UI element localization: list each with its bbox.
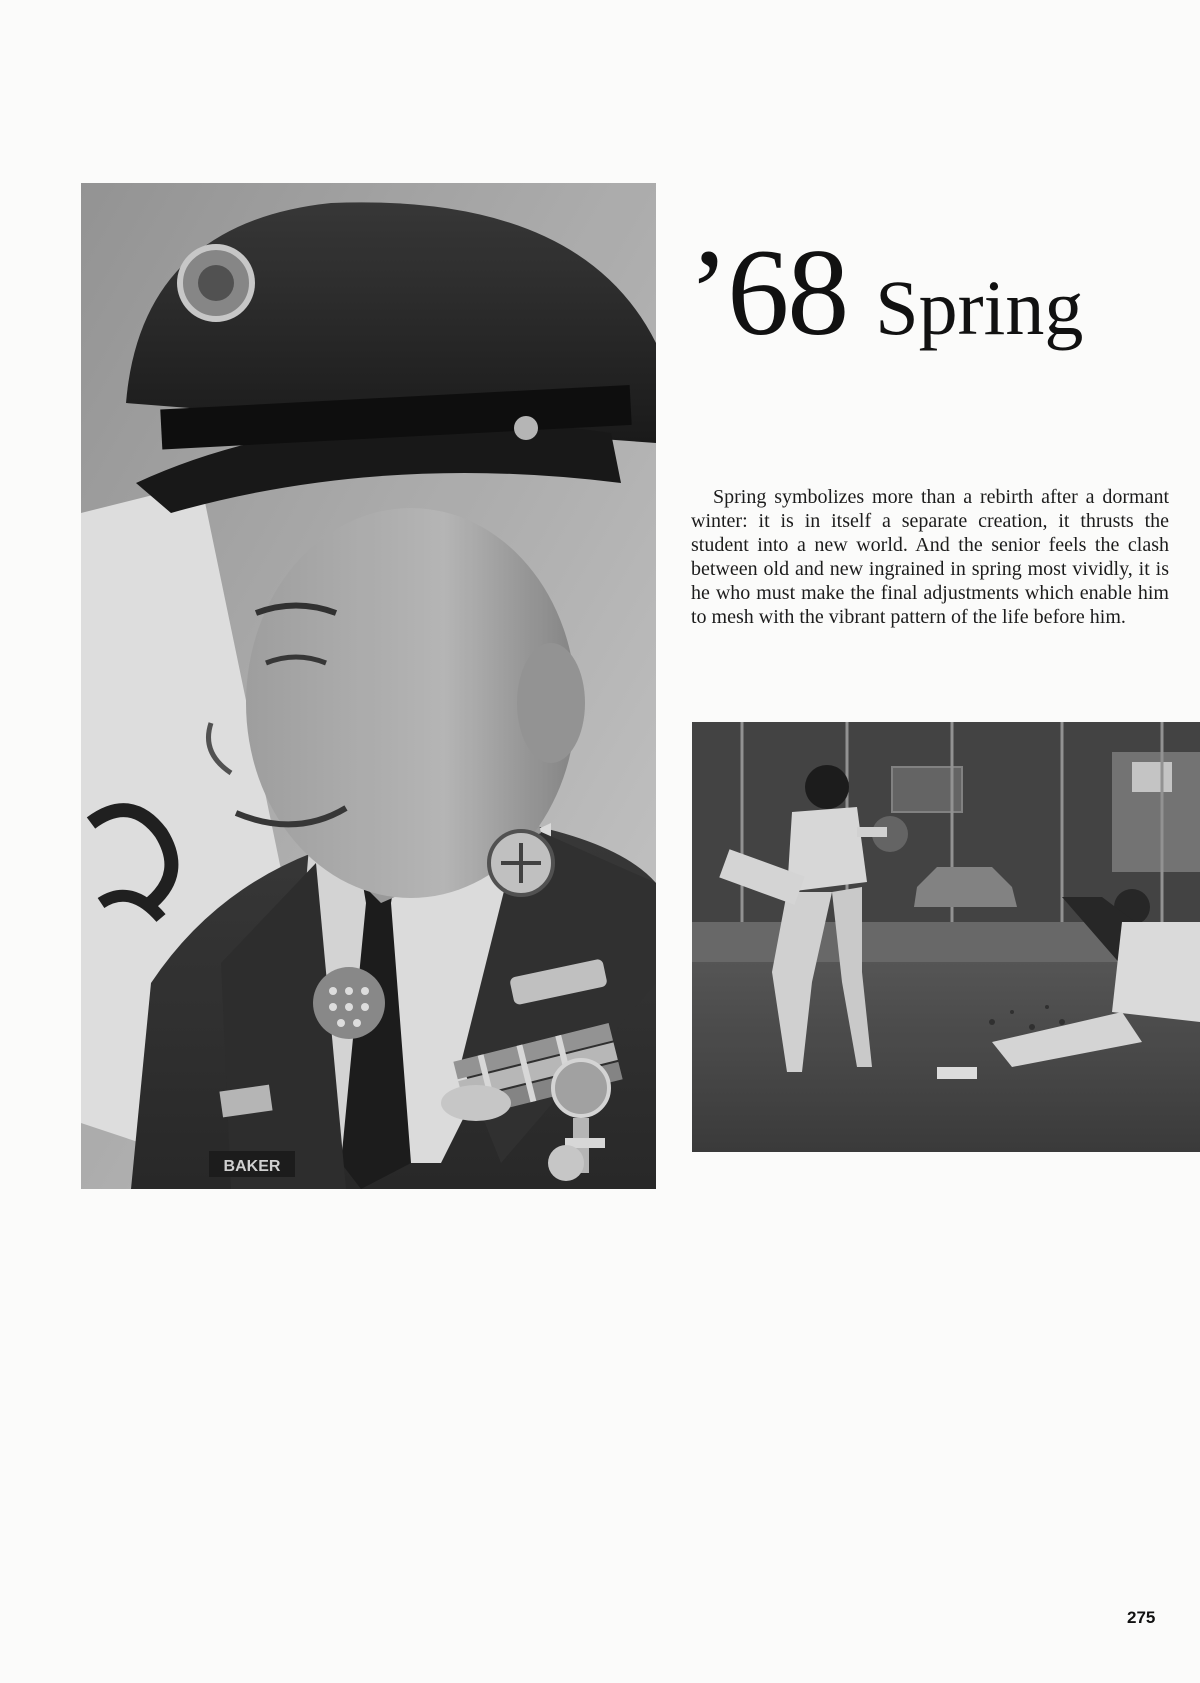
- page-number: 275: [1127, 1608, 1156, 1627]
- title-year: ’68: [688, 224, 848, 361]
- body-paragraph: Spring symbolizes more than a rebirth after a dormant winter: it is in itself a separate creation, it thrusts the student into a new world. And the senior feels the clash between old and new ingrained in spring most vividly, it is he who must make the final adjustments which enable him to mesh with the vibrant pattern of the life before him.: [691, 486, 1169, 628]
- baseball-slide-image: [692, 722, 1200, 1152]
- soldier-portrait-photo: [81, 183, 656, 1189]
- page-title: [688, 218, 1188, 368]
- title-word: Spring: [875, 264, 1084, 351]
- soldier-portrait-image: [81, 183, 656, 1189]
- name-tag-text: BAKER: [223, 1158, 281, 1175]
- baseball-slide-photo: [692, 722, 1200, 1152]
